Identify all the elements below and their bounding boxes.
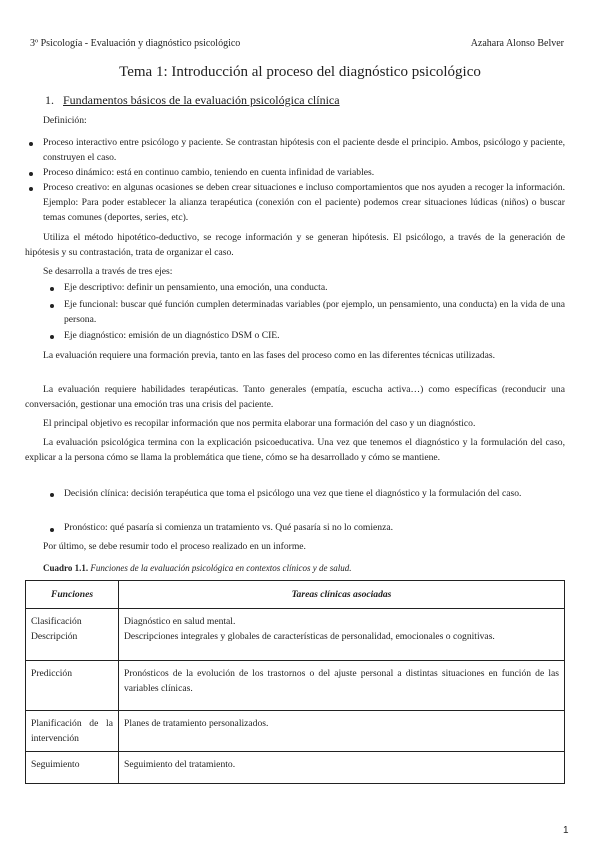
table-cell [119, 609, 565, 661]
bullet-icon [29, 187, 33, 191]
column-header: Funciones [26, 581, 119, 609]
list-item: Eje funcional: buscar qué función cumplen determinadas variables (por ejemplo, un pensamiento, una conducta) en la vida de una persona. [64, 299, 565, 325]
list-item: Eje diagnóstico: emisión de un diagnóstico DSM o CIE. [64, 330, 280, 341]
definition-label: Definición: [43, 115, 87, 126]
paragraph: El principal objetivo es recopilar información que nos permita elaborar una formación del caso y un diagnóstico. [43, 418, 476, 429]
bullet-icon [29, 142, 33, 146]
table-cell: Seguimiento [26, 752, 119, 784]
list-item: Decisión clínica: decisión terapéutica que toma el psicólogo una vez que tiene el diagnóstico y la formulación del caso. [64, 488, 522, 499]
functions-table [25, 580, 565, 784]
list-item: Pronóstico: qué pasaría si comienza un tratamiento vs. Qué pasaría si no lo comienza. [64, 522, 394, 533]
bullet-icon [29, 172, 33, 176]
table-caption [43, 563, 352, 573]
bullet-icon [50, 287, 54, 291]
header-course: 3º Psicología - Evaluación y diagnóstico psicológico [30, 38, 241, 49]
table-row [26, 609, 565, 661]
bullet-icon [50, 304, 54, 308]
table-cell: Pronósticos de la evolución de los trastornos o del ajuste personal a distintas situaciones en función de las variables clínicas. [119, 661, 565, 711]
section-heading: Fundamentos básicos de la evaluación psicológica clínica [63, 93, 340, 107]
list-item: Proceso creativo: en algunas ocasiones se deben crear situaciones e incluso comportamientos que nos ayuden a recoger la información. Ejemplo: Para poder establecer la alianza terapéutica (conexión con el paciente) podemos crear situaciones lúdicas (niños) o buscar temas comunes (deportes, series, etc). [43, 182, 565, 223]
table-cell: Seguimiento del tratamiento. [119, 752, 565, 784]
table-row [26, 661, 565, 711]
paragraph: La evaluación requiere una formación previa, tanto en las fases del proceso como en las diferentes técnicas utilizadas. [43, 350, 496, 361]
paragraph: La evaluación requiere habilidades terapéuticas. Tanto generales (empatía, escucha activa…) como específicas (reconducir una conversación, gestionar una emoción tras una crisis del paciente. [25, 384, 565, 410]
column-header: Tareas clínicas asociadas [119, 581, 565, 609]
cell-line: Descripciones integrales y globales de características de personalidad, emocionales o cognitivas. [124, 631, 495, 642]
bullet-icon [50, 528, 54, 532]
table-cell: Predicción [26, 661, 119, 711]
list-item: Proceso dinámico: está en continuo cambio, teniendo en cuenta infinidad de variables. [43, 167, 375, 178]
header-author: Azahara Alonso Belver [470, 38, 564, 49]
caption-label: Cuadro 1.1. [43, 563, 89, 573]
page-title: Tema 1: Introducción al proceso del diagnóstico psicológico [119, 64, 481, 80]
paragraph: Se desarrolla a través de tres ejes: [43, 266, 173, 277]
caption-text: Funciones de la evaluación psicológica en contextos clínicos y de salud. [90, 563, 352, 573]
table-cell [26, 609, 119, 661]
page-number: 1 [563, 825, 569, 836]
list-item: Eje descriptivo: definir un pensamiento, una emoción, una conducta. [64, 282, 328, 293]
cell-line: Descripción [31, 631, 78, 642]
paragraph: La evaluación psicológica termina con la explicación psicoeducativa. Una vez que tenemos el diagnóstico y la formulación del caso, explicar a la persona cómo se llama la problemática que tiene, cómo se ha desarrollado y cómo se mantiene. [25, 437, 565, 463]
bullet-icon [50, 335, 54, 339]
table-header-row [26, 581, 565, 609]
cell-line: Clasificación [31, 616, 82, 627]
table-row [26, 711, 565, 752]
table-cell: Planificación de la intervención [26, 711, 119, 752]
list-item: Proceso interactivo entre psicólogo y paciente. Se contrastan hipótesis con el paciente desde el principio. Ambos, psicólogo y paciente, construyen el caso. [43, 137, 565, 163]
cell-line: Diagnóstico en salud mental. [124, 616, 236, 627]
table-cell: Planes de tratamiento personalizados. [119, 711, 565, 752]
table-row [26, 752, 565, 784]
paragraph: Por último, se debe resumir todo el proceso realizado en un informe. [43, 541, 306, 552]
paragraph: Utiliza el método hipotético-deductivo, se recoge información y se generan hipótesis. El psicólogo, a través de la generación de hipótesis y su contrastación, trata de organizar el caso. [25, 232, 565, 258]
bullet-icon [50, 493, 54, 497]
section-number: 1. [45, 93, 54, 107]
